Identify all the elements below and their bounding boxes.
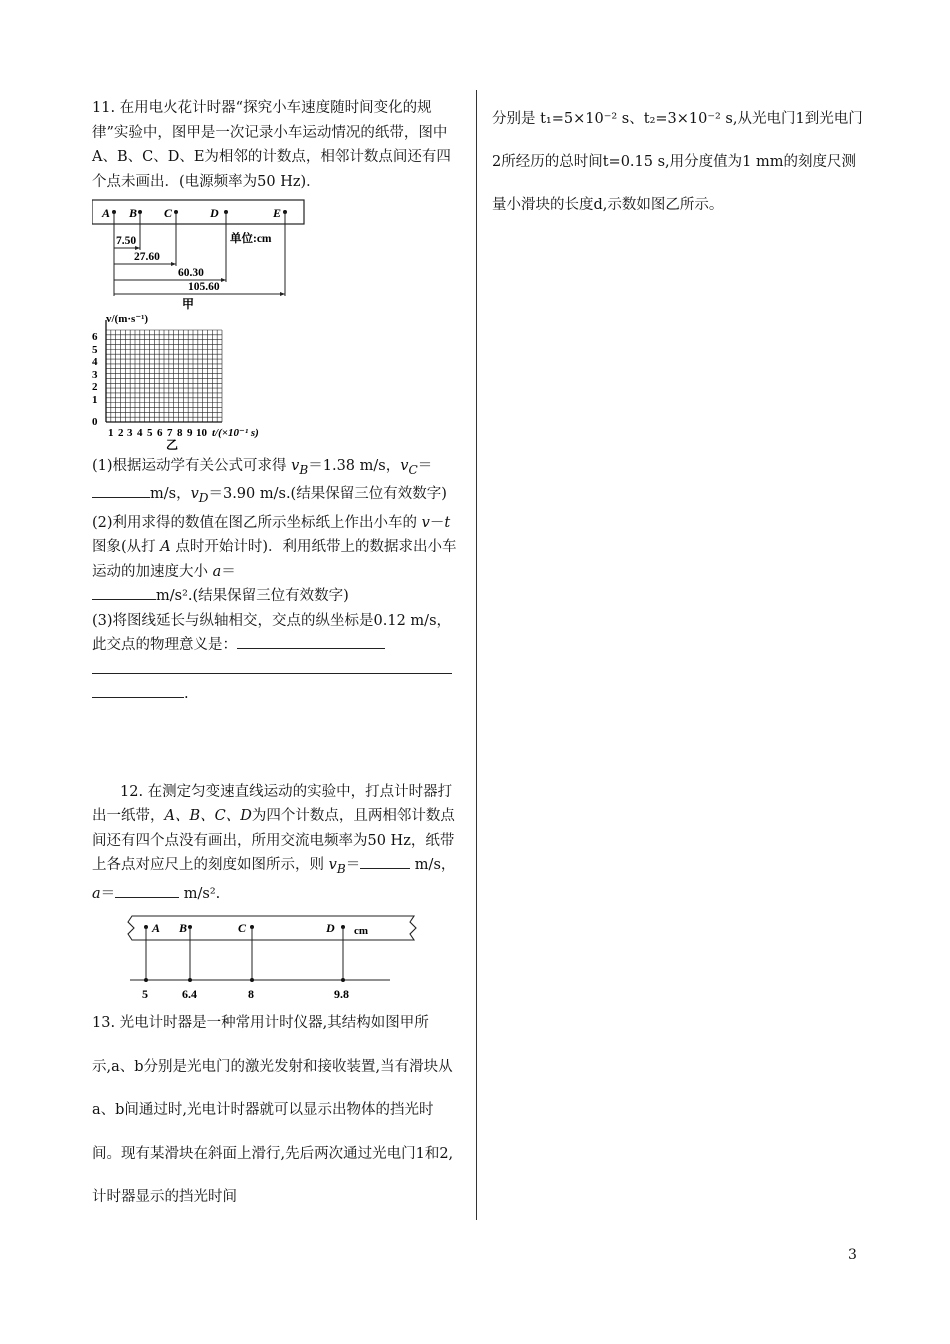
tape-point-d: D (210, 206, 219, 220)
tape-point-a: A (102, 206, 111, 220)
answer-blank-accel[interactable] (115, 883, 179, 898)
grid-xtick-2: 2 (118, 427, 124, 439)
grid-xtick-1: 1 (108, 427, 114, 439)
grid-ytick-1: 1 (92, 394, 98, 406)
answer-blank-meaning-3[interactable] (92, 683, 184, 698)
grid-xlabel: t/(×10⁻¹ s) (212, 427, 259, 439)
tape-point-e: E (273, 206, 282, 220)
tape-distance-4: 105.60 (188, 281, 220, 293)
tape-distance-2: 27.60 (134, 251, 160, 263)
right-column (492, 98, 864, 227)
answer-blank-vb[interactable] (360, 854, 410, 869)
q12-scale-1: 5 (142, 987, 148, 1002)
grid-ytick-2: 2 (92, 381, 98, 393)
q12-unit: cm (354, 925, 369, 938)
figure-caption-jia: 甲 (182, 297, 195, 310)
grid-xtick-4: 4 (137, 427, 143, 439)
q12-scale-2: 6.4 (182, 987, 197, 1002)
q12-text: 12. 在测定匀变速直线运动的实验中，打点计时器打出一纸带，A、B、C、D为四个计数点，且两相邻计数点间还有四个点没有画出，所用交流电频率为50 Hz，纸带上各点对应尺上的刻度如图所示，则 $v_B= m/s$，a＝ m/s². (92, 783, 456, 902)
q12-tape-figure (124, 912, 424, 1004)
answer-blank-a[interactable] (92, 585, 156, 600)
figure-caption-yi: 乙 (166, 438, 179, 450)
grid-xtick-6: 6 (157, 427, 163, 439)
grid-ytick-5: 5 (92, 344, 98, 356)
grid-xtick-8: 8 (177, 427, 183, 439)
tape-point-b: B (129, 206, 138, 220)
grid-ytick-3: 3 (92, 369, 98, 381)
answer-blank-meaning-2[interactable] (92, 659, 452, 674)
q12-point-a: A (152, 921, 161, 936)
q11-intro: 11. 在用电火花计时器“探究小车速度随时间变化的规律”实验中，图甲是一次记录小车运动情况的纸带，图中A、B、C、D、E为相邻的计数点，相邻计数点间还有四个点未画出．(电源频率为50 Hz)． (92, 100, 451, 190)
answer-blank-meaning-1[interactable] (237, 634, 385, 649)
grid-xtick-3: 3 (127, 427, 133, 439)
q13-continued: 分别是 t₁=5×10⁻² s、t₂=3×10⁻² s,从光电门1到光电门2所经历的总时间t=0.15 s,用分度值为1 mm的刻度尺测量小滑块的长度d,示数如图乙所示。 (492, 111, 863, 213)
answer-blank-vc[interactable] (92, 483, 150, 498)
q13-text: 13. 光电计时器是一种常用计时仪器,其结构如图甲所示,a、b分别是光电门的激光发射和接收装置,当有滑块从a、b间通过时,光电计时器就可以显示出物体的挡光时间。现有某滑块在斜面上滑行,先后两次通过光电门1和2,计时器显示的挡光时间 (92, 1015, 454, 1206)
q12-scale-4: 9.8 (334, 987, 349, 1002)
grid-xtick-9: 9 (187, 427, 193, 439)
grid-ylabel: v/(m·s⁻¹) (106, 313, 149, 325)
column-divider (476, 90, 477, 1220)
q11-part1: (1)根据运动学有关公式可求得 $v_B=1.38$ m/s，$v_C=m/s$，$v_D=3.90$ m/s.(结果保留三位有效数字) (92, 458, 447, 506)
q12-point-b: B (179, 921, 188, 936)
tape-point-c: C (164, 206, 173, 220)
grid-ytick-4: 4 (92, 356, 98, 368)
grid-ytick-6: 6 (92, 331, 98, 343)
grid-lines (106, 330, 222, 422)
grid-xtick-5: 5 (147, 427, 153, 439)
tape-distance-3: 60.30 (178, 267, 204, 279)
q11-grid-figure (92, 310, 312, 450)
q12-point-c: C (238, 921, 247, 936)
page-number: 3 (848, 1247, 857, 1263)
grid-xtick-10: 10 (196, 427, 207, 439)
tape-unit: 单位:cm (230, 233, 272, 245)
q12-scale-3: 8 (248, 987, 254, 1002)
q12-point-d: D (326, 921, 335, 936)
grid-ytick-0: 0 (92, 416, 98, 428)
tape-distance-1: 7.50 (116, 235, 137, 247)
left-column (92, 96, 460, 1220)
q11-part3: (3)将图线延长与纵轴相交，交点的纵坐标是0.12 m/s，此交点的物理意义是： . (92, 612, 452, 703)
q11-tape-figure (92, 198, 312, 310)
q11-part2: (2)利用求得的数值在图乙所示坐标纸上作出小车的 v－t 图象(从打 A 点时开始计时)．利用纸带上的数据求出小车运动的加速度大小 a＝ m/s².(结果保留三位有效数字) (92, 514, 457, 605)
grid-xtick-7: 7 (167, 427, 173, 439)
